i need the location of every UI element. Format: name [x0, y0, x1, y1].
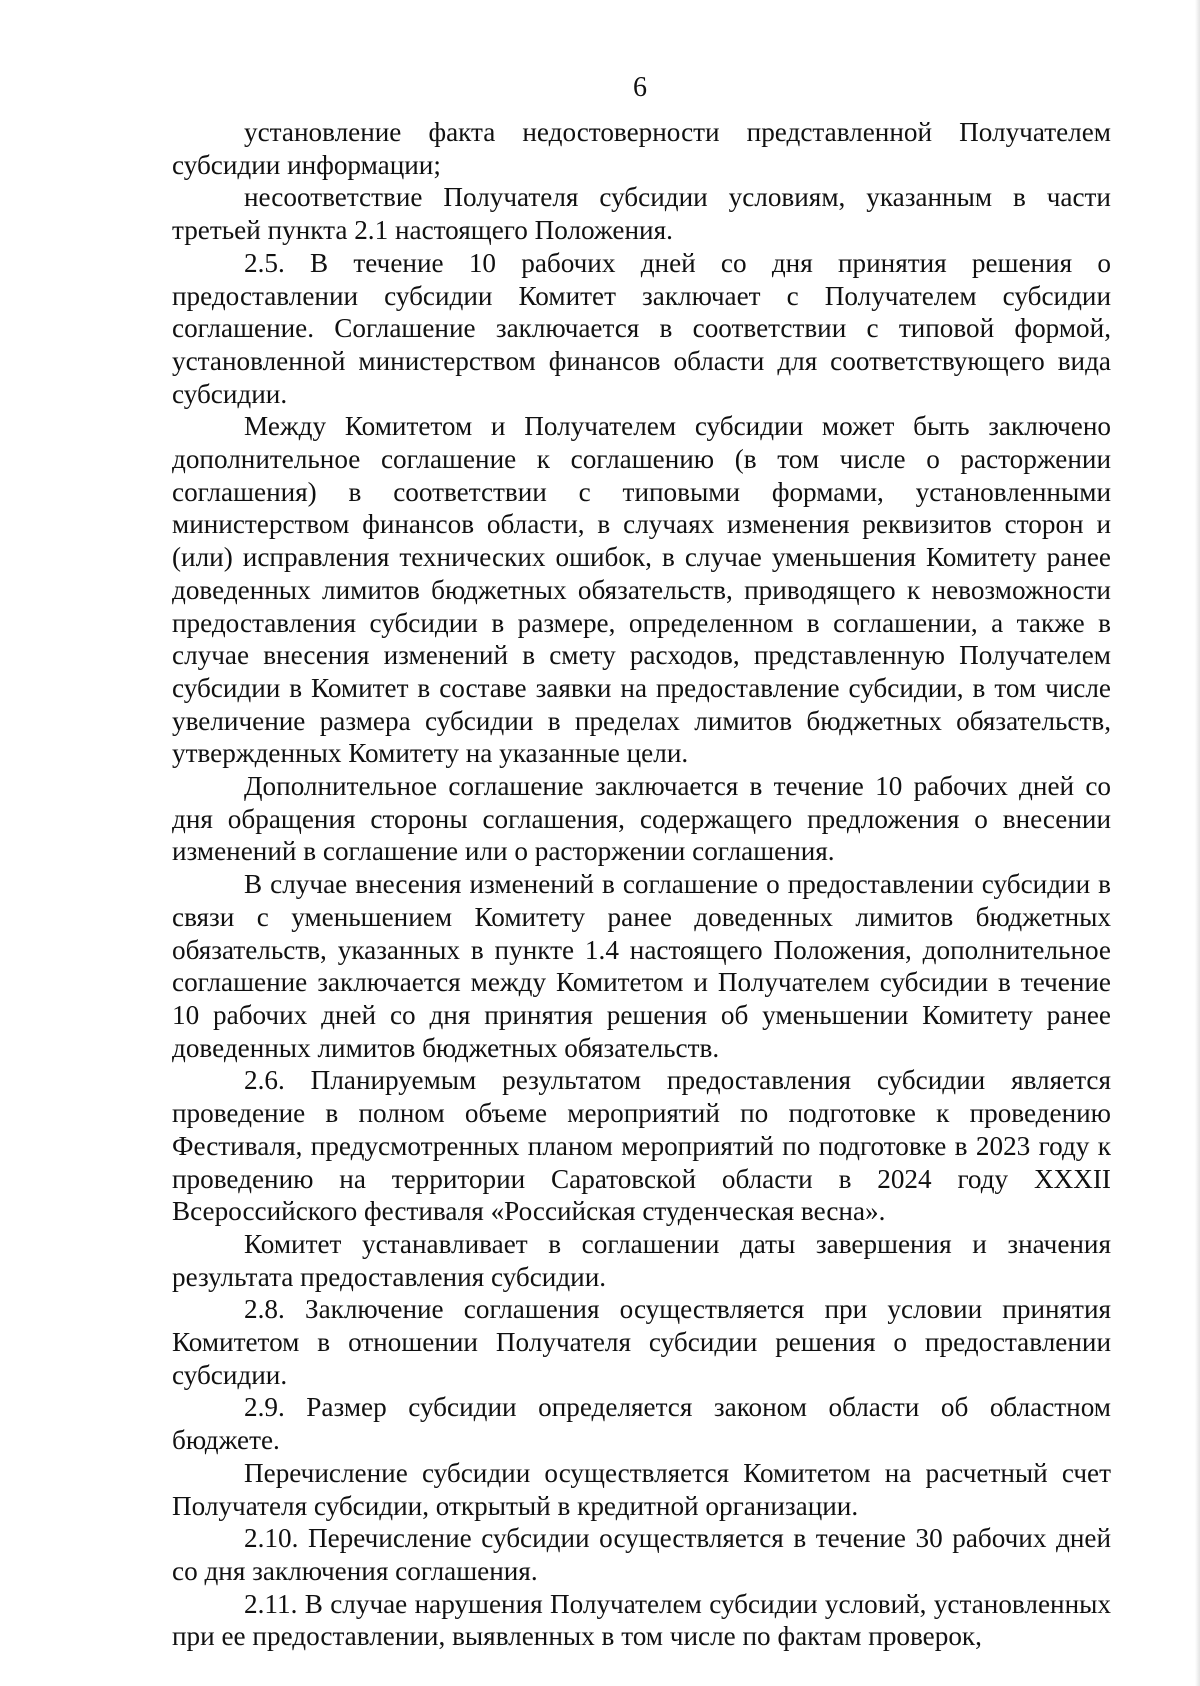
- paragraph-false-info: установление факта недостоверности представленной Получателем субсидии информации;: [172, 117, 1111, 180]
- paragraph-nonconformity: несоответствие Получателя субсидии условиям, указанным в части третьей пункта 2.1 настоящего Положения.: [172, 182, 1111, 246]
- page-number: 6: [633, 72, 647, 103]
- paragraph-2-9: 2.9. Размер субсидии определяется законом области об областном бюджете.: [172, 1392, 1111, 1456]
- paragraph-result-dates: Комитет устанавливает в соглашении даты завершения и значения результата предоставления субсидии.: [172, 1228, 1111, 1292]
- paragraph-additional-agreement-term: Дополнительное соглашение заключается в течение 10 рабочих дней со дня обращения стороны соглашения, содержащего предложения о внесении изменений в соглашение или о расторжении соглашения.: [172, 771, 1111, 867]
- paragraph-2-10: 2.10. Перечисление субсидии осуществляется в течение 30 рабочих дней со дня заключения соглашения.: [172, 1523, 1111, 1586]
- paragraph-2-11: 2.11. В случае нарушения Получателем субсидии условий, установленных при ее предоставлении, выявленных в том числе по фактам проверок,: [172, 1588, 1111, 1652]
- paragraph-transfer-account: Перечисление субсидии осуществляется Комитетом на расчетный счет Получателя субсидии, открытый в кредитной организации.: [172, 1457, 1111, 1521]
- paragraph-limits-reduction: В случае внесения изменений в соглашение о предоставлении субсидии в связи с уменьшением Комитету ранее доведенных лимитов бюджетных обязательств, указанных в пункте 1.4 настоящего Положения, дополнительное соглашение заключается между Комитетом и Получателем субсидии в течение 10 рабочих дней со дня принятия решения об уменьшении Комитету ранее доведенных лимитов бюджетных обязательств.: [172, 869, 1111, 1063]
- paragraph-2-8: 2.8. Заключение соглашения осуществляется при условии принятия Комитетом в отношении Получателя субсидии решения о предоставлении субсидии.: [172, 1294, 1111, 1390]
- paragraph-2-5: 2.5. В течение 10 рабочих дней со дня принятия решения о предоставлении субсидии Комитет заключает с Получателем субсидии соглашение. Соглашение заключается в соответствии с типовой формой, установленной министерством финансов области для соответствующего вида субсидии.: [172, 247, 1111, 409]
- paragraph-2-6: 2.6. Планируемым результатом предоставления субсидии является проведение в полном объеме мероприятий по подготовке к проведению Фестиваля, предусмотренных планом мероприятий по подготовке в 2023 году к проведению на территории Саратовской области в 2024 году XXXII Всероссийского фестиваля «Российская студенческая весна».: [172, 1065, 1111, 1227]
- document-body: [172, 116, 1111, 1653]
- paragraph-additional-agreement: Между Комитетом и Получателем субсидии может быть заключено дополнительное соглашение к соглашению (в том числе о расторжении соглашения) в соответствии с типовыми формами, установленными министерством финансов области, в случаях изменения реквизитов сторон и (или) исправления технических ошибок, в случае уменьшения Комитету ранее доведенных лимитов бюджетных обязательств, приводящего к невозможности предоставления субсидии в размере, определенном в соглашении, а также в случае внесения изменений в смету расходов, представленную Получателем субсидии в Комитет в составе заявки на предоставление субсидии, в том числе увеличение размера субсидии в пределах лимитов бюджетных обязательств, утвержденных Комитету на указанные цели.: [172, 411, 1111, 769]
- scan-edge: [1195, 0, 1200, 1686]
